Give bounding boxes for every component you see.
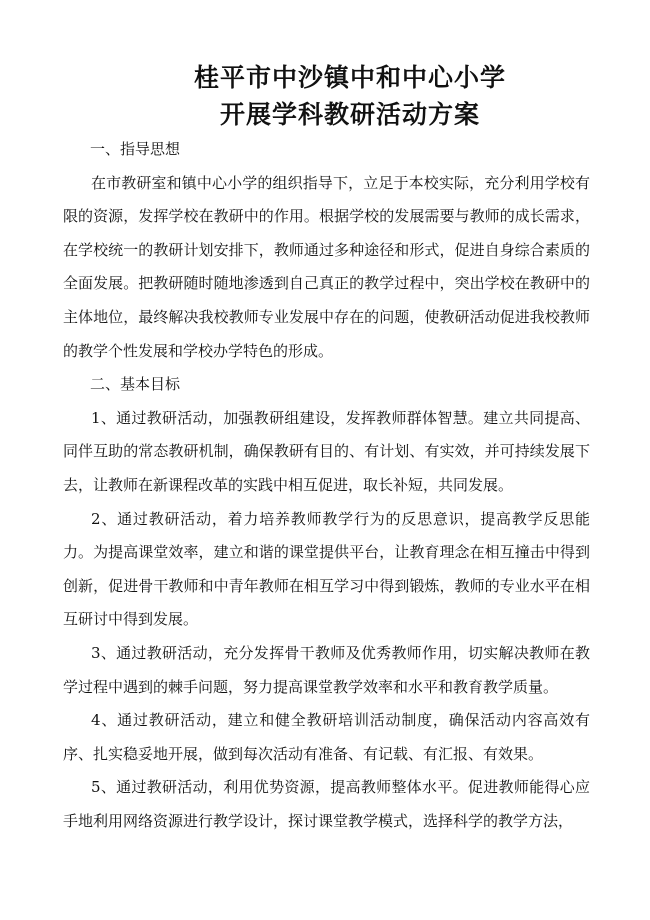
- document-title-line2: 开展学科教研活动方案: [219, 100, 480, 129]
- section-heading-guiding-ideology: 一、指导思想: [90, 140, 181, 158]
- paragraph-goal-4: 4、通过教研活动，建立和健全教研培训活动制度，确保活动内容高效有序、扎实稳妥地开展，做到每次活动有准备、有记载、有汇报、有效果。: [63, 711, 590, 763]
- paragraph-goal-3: 3、通过教研活动，充分发挥骨干教师及优秀教师作用，切实解决教师在教学过程中遇到的棘手问题，努力提高课堂教学效率和水平和教育教学质量。: [63, 643, 590, 696]
- document-title-line1: 桂平市中沙镇中和中心小学: [193, 63, 506, 92]
- paragraph-guiding-ideology: 在市教研室和镇中心小学的组织指导下，立足于本校实际，充分利用学校有限的资源，发挥学校在教研中的作用。根据学校的发展需要与教师的成长需求，在学校统一的教研计划安排下，教师通过多种途径和形式，促进自身综合素质的全面发展。把教研随时随地渗透到自己真正的教学过程中，突出学校在教研中的主体地位，最终解决我校教师专业发展中存在的问题，使教研活动促进我校教师的教学个性发展和学校办学特色的形成。: [63, 173, 590, 360]
- document-body: [63, 133, 590, 838]
- section-heading-basic-goals: 二、基本目标: [90, 375, 181, 394]
- paragraph-goal-5: 5、通过教研活动，利用优势资源，提高教师整体水平。促进教师能得心应手地利用网络资源进行教学设计，探讨课堂教学模式，选择科学的教学方法，: [63, 778, 590, 830]
- paragraph-goal-2: 2、通过教研活动，着力培养教师教学行为的反思意识，提高教学反思能力。为提高课堂效率，建立和谐的课堂提供平台，让教育理念在相互撞击中得到创新，促进骨干教师和中青年教师在相互学习中得到锻炼，教师的专业水平在相互研讨中得到发展。: [63, 509, 590, 629]
- paragraph-goal-1: 1、通过教研活动，加强教研组建设，发挥教师群体智慧。建立共同提高、同伴互助的常态教研机制，确保教研有目的、有计划、有实效，并可持续发展下去，让教师在新课程改革的实践中相互促进，取长补短，共同发展。: [63, 408, 590, 494]
